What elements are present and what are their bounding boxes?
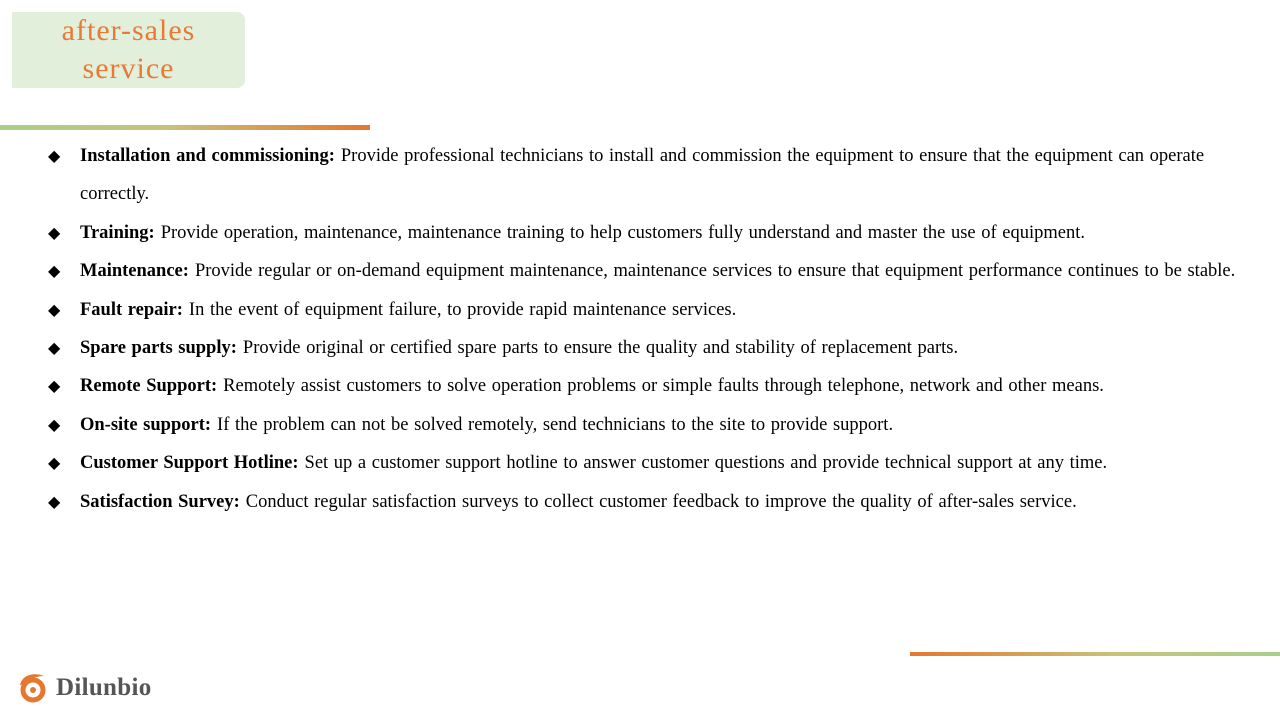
item-text: In the event of equipment failure, to provide rapid maintenance services.: [188, 299, 737, 320]
section-title: [29, 12, 229, 88]
diamond-bullet-icon: ◆: [48, 222, 61, 242]
list-item: [46, 291, 1236, 329]
item-term: Remote Support:: [80, 376, 218, 397]
item-term: Installation and commissioning:: [80, 146, 335, 166]
section-title-box: [12, 12, 245, 88]
list-item: [46, 214, 1236, 252]
section-title-line2: service: [82, 52, 175, 85]
item-term: Customer Support Hotline:: [80, 453, 299, 474]
item-term: Maintenance:: [80, 261, 189, 282]
item-text: Provide professional technicians to install and commission the equipment to ensure that the equipment can operate correctly.: [80, 146, 1205, 205]
diamond-bullet-icon: ◆: [48, 376, 61, 396]
item-text: Remotely assist customers to solve operation problems or simple faults through telephone, network and other means.: [223, 376, 1104, 397]
item-term: Fault repair:: [80, 299, 183, 320]
item-term: Satisfaction Survey:: [80, 491, 240, 512]
diamond-bullet-icon: ◆: [48, 414, 61, 434]
item-text: Conduct regular satisfaction surveys to collect customer feedback to improve the quality of after-sales service.: [245, 491, 1077, 512]
item-text: If the problem can not be solved remotely, send technicians to the site to provide support.: [217, 414, 894, 435]
top-divider: [0, 125, 370, 130]
list-item: [46, 406, 1236, 444]
diamond-bullet-icon: ◆: [48, 299, 61, 319]
list-item: [46, 252, 1236, 290]
list-item: [46, 329, 1236, 367]
diamond-bullet-icon: ◆: [48, 453, 61, 473]
diamond-bullet-icon: ◆: [48, 261, 61, 281]
item-term: On-site support:: [80, 414, 212, 435]
item-text: Provide original or certified spare parts to ensure the quality and stability of replacement parts.: [242, 338, 959, 359]
bottom-divider: [910, 652, 1280, 656]
item-text: Provide regular or on-demand equipment maintenance, maintenance services to ensure that equipment performance continues to be stable.: [194, 261, 1236, 282]
service-list: [46, 137, 1236, 521]
logo-wordmark: Dilunbio: [56, 674, 152, 701]
dilunbio-logo-icon: [16, 671, 50, 705]
list-item: [46, 367, 1236, 405]
item-term: Training:: [80, 222, 155, 243]
item-text: Set up a customer support hotline to answer customer questions and provide technical support at any time.: [304, 453, 1108, 474]
item-term: Spare parts supply:: [80, 338, 237, 359]
diamond-bullet-icon: ◆: [48, 146, 61, 165]
list-item: [46, 444, 1236, 482]
list-item: [46, 483, 1236, 521]
diamond-bullet-icon: ◆: [48, 491, 61, 511]
list-item: [46, 137, 1236, 214]
diamond-bullet-icon: ◆: [48, 338, 61, 358]
item-text: Provide operation, maintenance, maintenance training to help customers fully understand and master the use of equipment.: [160, 222, 1086, 243]
company-logo: [16, 668, 152, 708]
section-title-line1: after-sales: [61, 14, 196, 47]
